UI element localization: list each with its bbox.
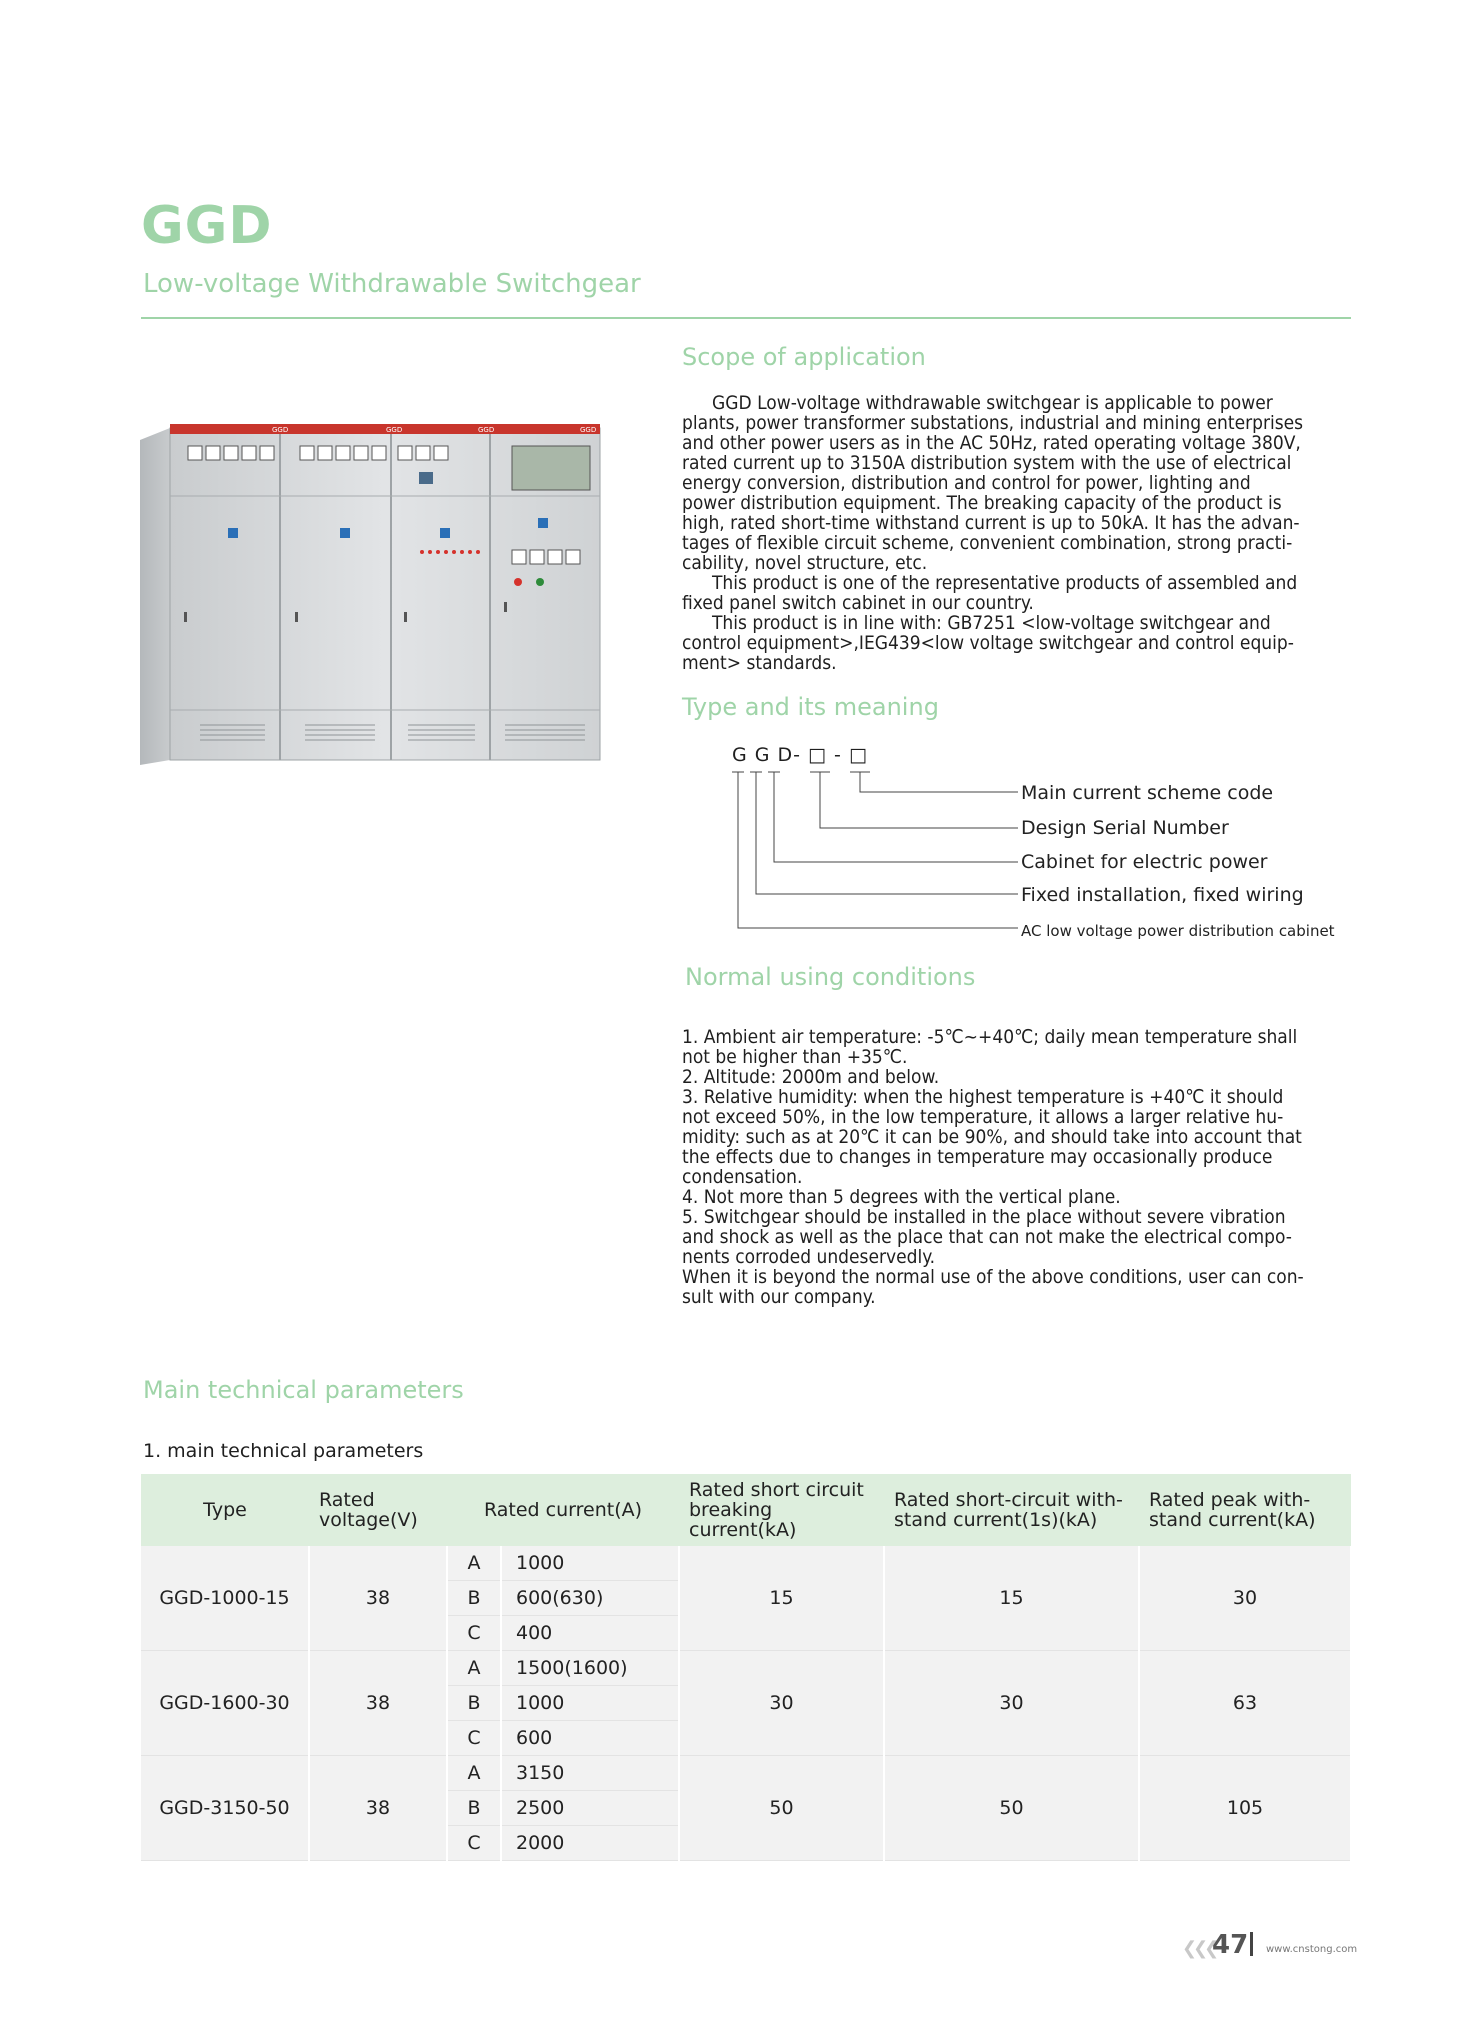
cell-current: 1500(1600)	[501, 1651, 679, 1686]
parameters-heading: Main technical parameters	[143, 1376, 464, 1404]
cell-grade: B	[447, 1791, 501, 1826]
cell-current: 1000	[501, 1546, 679, 1581]
type-label-scheme: Main current scheme code	[1021, 782, 1274, 804]
cell-grade: C	[447, 1721, 501, 1756]
cell-current: 2500	[501, 1791, 679, 1826]
footer-arrows-icon: ❮❮❮	[1182, 1938, 1216, 1959]
conditions-line: 4. Not more than 5 degrees with the vertical plane.	[682, 1186, 1121, 1208]
header-divider	[141, 317, 1351, 319]
col-header-withstand: Rated short-circuit with-stand current(1s)(kA)	[884, 1474, 1139, 1546]
cabinet-label: GGD	[386, 426, 403, 434]
cell-peak: 63	[1139, 1651, 1351, 1756]
scope-line: fixed panel switch cabinet in our country.	[682, 592, 1034, 614]
conditions-line: the effects due to changes in temperature may occasionally produce	[682, 1146, 1273, 1168]
table-header-row	[141, 1474, 1351, 1546]
cell-grade: A	[447, 1651, 501, 1686]
cell-voltage: 38	[309, 1651, 447, 1756]
col-header-breaking: Rated short circuit breaking current(kA)	[679, 1474, 884, 1546]
cell-voltage: 38	[309, 1756, 447, 1861]
cell-grade: B	[447, 1581, 501, 1616]
scope-line: This product is one of the representative products of assembled and	[712, 572, 1298, 594]
conditions-line: 2. Altitude: 2000m and below.	[682, 1066, 940, 1088]
scope-line: control equipment>,IEG439<low voltage switchgear and control equip-	[682, 632, 1294, 654]
cell-breaking: 50	[679, 1756, 884, 1861]
cell-current: 400	[501, 1616, 679, 1651]
scope-line: This product is in line with: GB7251 <low-voltage switchgear and	[712, 612, 1271, 634]
cabinet-label: GGD	[478, 426, 495, 434]
cell-breaking: 30	[679, 1651, 884, 1756]
parameters-table-label: 1. main technical parameters	[143, 1440, 424, 1462]
cell-current: 1000	[501, 1686, 679, 1721]
scope-line: cability, novel structure, etc.	[682, 552, 928, 574]
page-subtitle: Low-voltage Withdrawable Switchgear	[143, 269, 641, 299]
conditions-line: 1. Ambient air temperature: -5℃~+40℃; daily mean temperature shall	[682, 1026, 1298, 1048]
table-row	[141, 1756, 1351, 1791]
scope-line: GGD Low-voltage withdrawable switchgear is applicable to power	[712, 392, 1273, 414]
type-label-ac: AC low voltage power distribution cabinet	[1021, 922, 1335, 940]
scope-line: high, rated short-time withstand current is up to 50kA. It has the advan-	[682, 512, 1300, 534]
conditions-line: condensation.	[682, 1166, 803, 1188]
cell-current: 2000	[501, 1826, 679, 1861]
cell-grade: C	[447, 1826, 501, 1861]
cell-breaking: 15	[679, 1546, 884, 1651]
conditions-text	[682, 1027, 1362, 1307]
page-number: 47	[1212, 1930, 1249, 1960]
scope-line: energy conversion, distribution and control for power, lighting and	[682, 472, 1251, 494]
type-code-leader-lines	[730, 770, 1020, 940]
type-label-serial: Design Serial Number	[1021, 817, 1229, 839]
conditions-line: not exceed 50%, in the low temperature, it allows a larger relative hu-	[682, 1106, 1284, 1128]
scope-text	[682, 393, 1362, 673]
col-header-type: Type	[141, 1474, 309, 1546]
switchgear-image-icon	[140, 420, 605, 772]
col-header-current: Rated current(A)	[447, 1474, 679, 1546]
cell-withstand: 15	[884, 1546, 1139, 1651]
scope-line: rated current up to 3150A distribution system with the use of electrical	[682, 452, 1292, 474]
scope-heading: Scope of application	[682, 343, 926, 371]
scope-line: ment> standards.	[682, 652, 837, 674]
conditions-heading: Normal using conditions	[685, 963, 976, 991]
cell-type: GGD-1600-30	[141, 1651, 309, 1756]
conditions-line: 3. Relative humidity: when the highest temperature is +40℃ it should	[682, 1086, 1284, 1108]
conditions-line: 5. Switchgear should be installed in the place without severe vibration	[682, 1206, 1286, 1228]
cell-current: 600(630)	[501, 1581, 679, 1616]
cell-type: GGD-1000-15	[141, 1546, 309, 1651]
footer-url: www.cnstong.com	[1266, 1944, 1358, 1955]
scope-line: plants, power transformer substations, industrial and mining enterprises	[682, 412, 1304, 434]
type-label-cabinet: Cabinet for electric power	[1021, 851, 1268, 873]
type-heading: Type and its meaning	[682, 693, 939, 721]
cell-peak: 30	[1139, 1546, 1351, 1651]
cell-peak: 105	[1139, 1756, 1351, 1861]
col-header-voltage: Rated voltage(V)	[309, 1474, 447, 1546]
type-code: G G D- □ - □	[732, 744, 868, 766]
page-title: GGD	[141, 196, 273, 256]
conditions-line: midity: such as at 20℃ it can be 90%, and should take into account that	[682, 1126, 1302, 1148]
cell-withstand: 30	[884, 1651, 1139, 1756]
conditions-line: nents corroded undeservedly.	[682, 1246, 936, 1268]
conditions-line: not be higher than +35℃.	[682, 1046, 908, 1068]
cell-current: 3150	[501, 1756, 679, 1791]
conditions-line: When it is beyond the normal use of the above conditions, user can con-	[682, 1266, 1304, 1288]
col-header-peak: Rated peak with-stand current(kA)	[1139, 1474, 1351, 1546]
cell-grade: A	[447, 1756, 501, 1791]
switchgear-cabinet-photo	[140, 420, 605, 772]
scope-line: tages of flexible circuit scheme, convenient combination, strong practi-	[682, 532, 1293, 554]
cell-voltage: 38	[309, 1546, 447, 1651]
cell-type: GGD-3150-50	[141, 1756, 309, 1861]
scope-line: power distribution equipment. The breaking capacity of the product is	[682, 492, 1282, 514]
table-row	[141, 1651, 1351, 1686]
table-row	[141, 1546, 1351, 1581]
cell-current: 600	[501, 1721, 679, 1756]
cell-grade: A	[447, 1546, 501, 1581]
footer-divider	[1250, 1932, 1253, 1956]
scope-line: and other power users as in the AC 50Hz, rated operating voltage 380V,	[682, 432, 1301, 454]
cell-grade: B	[447, 1686, 501, 1721]
parameters-table	[141, 1474, 1352, 1861]
cell-grade: C	[447, 1616, 501, 1651]
type-label-fixed: Fixed installation, fixed wiring	[1021, 884, 1304, 906]
cell-withstand: 50	[884, 1756, 1139, 1861]
cabinet-label: GGD	[580, 426, 597, 434]
conditions-line: sult with our company.	[682, 1286, 876, 1308]
cabinet-label: GGD	[272, 426, 289, 434]
conditions-line: and shock as well as the place that can not make the electrical compo-	[682, 1226, 1292, 1248]
